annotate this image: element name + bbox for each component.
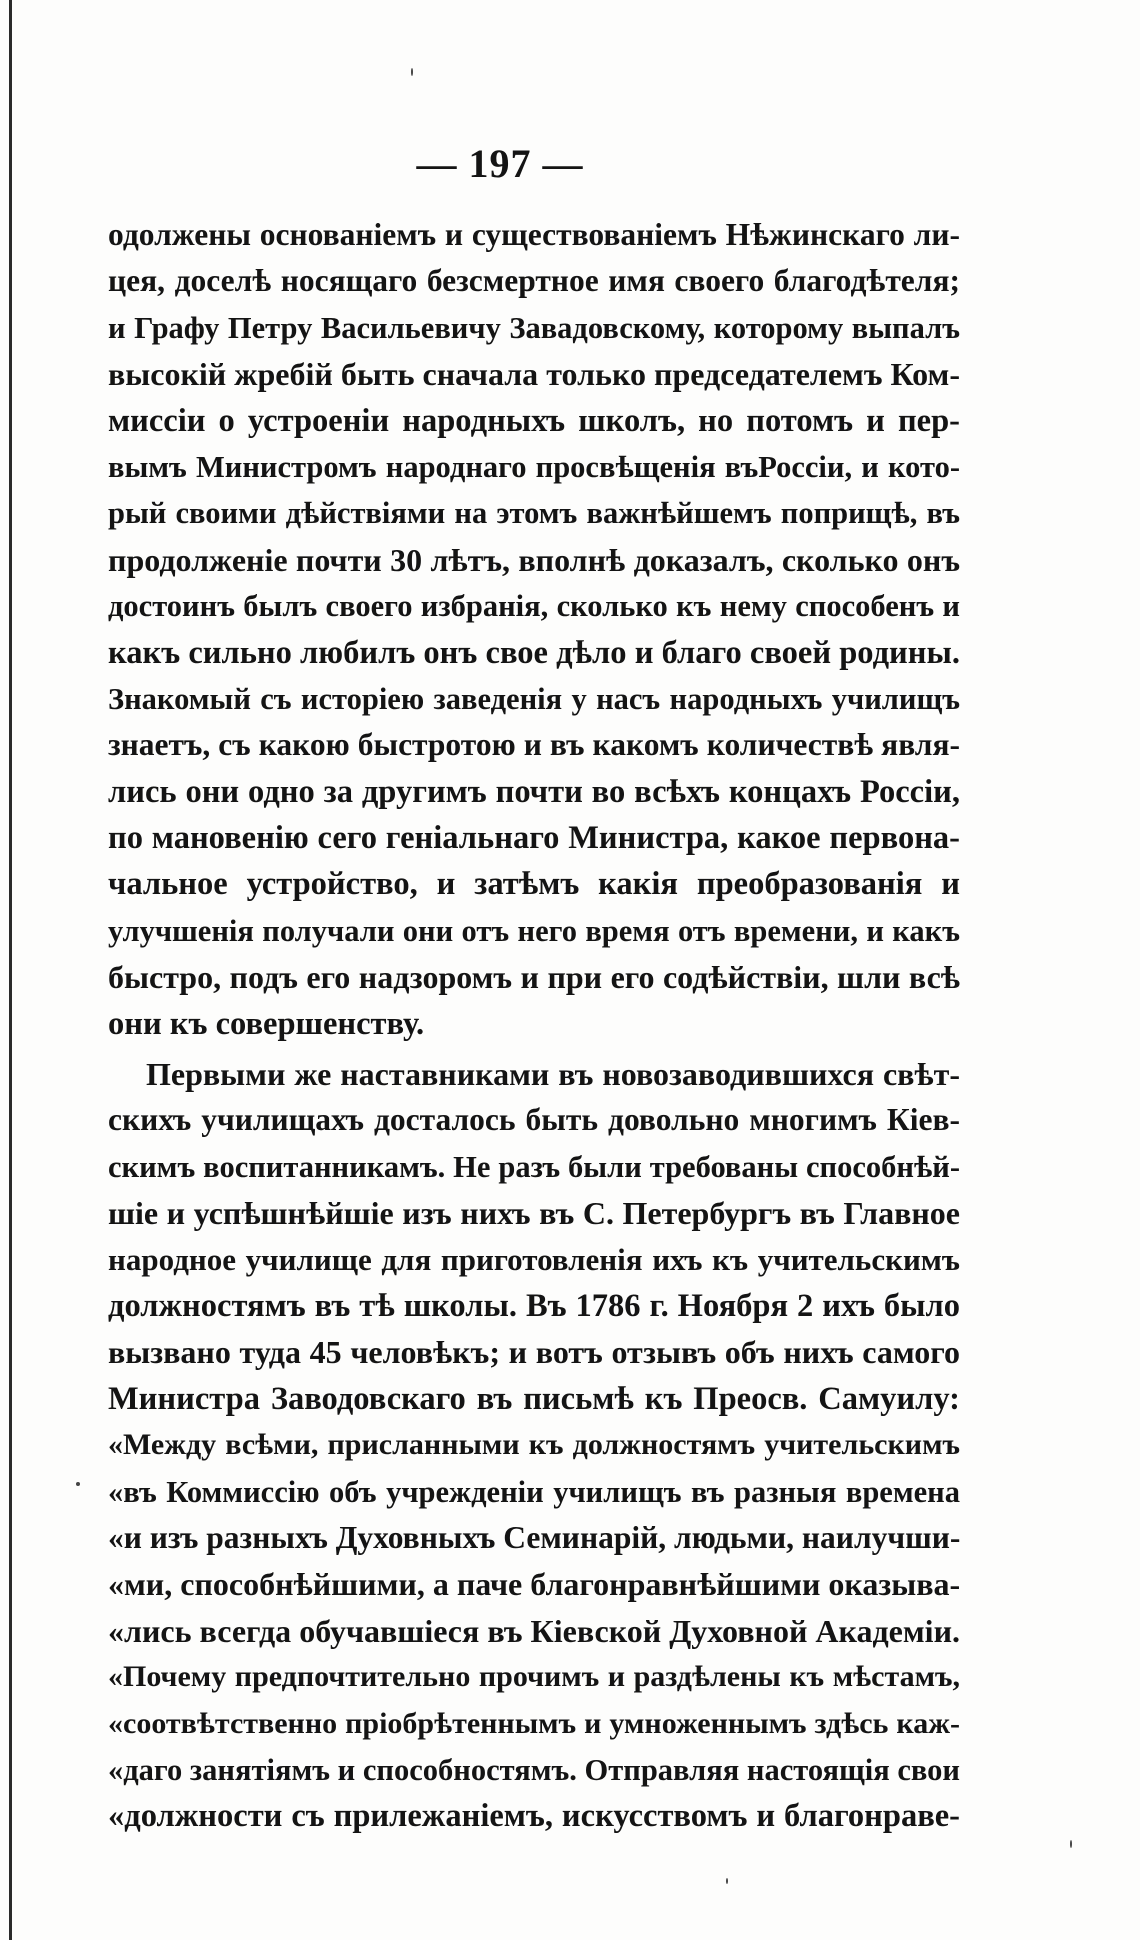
text-line: «лись всегда обучавшіеся въ Кіевской Духовной Академіи.: [108, 1612, 960, 1649]
text-line: они къ совершенству.: [108, 1005, 425, 1042]
text-line: улучшенія получали они отъ него время отъ времени, и какъ: [108, 913, 960, 948]
text-line: Знакомый съ исторіею заведенія у насъ народныхъ училищъ: [108, 681, 960, 716]
text-line: вызвано туда 45 человѣкъ; и вотъ отзывъ объ нихъ самого: [108, 1334, 960, 1371]
text-line: «въ Коммиссію объ учрежденіи училищъ въ разныя времена: [108, 1474, 960, 1509]
text-line: знаетъ, съ какою быстротою и въ какомъ количествѣ явля-: [108, 727, 960, 763]
text-line: лись они одно за другимъ почти во всѣхъ концахъ Россіи,: [108, 773, 960, 810]
scan-speck: [76, 1482, 80, 1486]
text-line: скимъ воспитанникамъ. Не разъ были требованы способнѣй-: [108, 1149, 960, 1184]
page-edge-rule: [9, 0, 12, 1940]
text-line: «соотвѣтственно пріобрѣтеннымъ и умноженнымъ здѣсь каж-: [108, 1706, 960, 1740]
text-line: «Между всѣми, присланными къ должностямъ учительскимъ: [108, 1428, 960, 1462]
page-number: — 197 —: [416, 141, 584, 186]
text-line: рый своими дѣйствіями на этомъ важнѣйшемъ поприщѣ, въ: [108, 496, 960, 531]
text-line: какъ сильно любилъ онъ свое дѣло и благо своей родины.: [108, 634, 960, 671]
text-line: миссіи о устроеніи народныхъ школъ, но потомъ и пер-: [108, 402, 960, 439]
text-line: шіе и успѣшнѣйшіе изъ нихъ въ С. Петербургъ въ Главное: [108, 1195, 960, 1232]
text-line: чальное устройство, и затѣмъ какія преобразованія и: [108, 866, 960, 903]
text-line: вымъ Министромъ народнаго просвѣщенія въРоссіи, и кото-: [108, 449, 960, 484]
text-line: скихъ училищахъ досталось быть довольно многимъ Кіев-: [108, 1102, 960, 1138]
text-line: достоинъ былъ своего избранія, сколько къ нему способенъ и: [108, 589, 960, 624]
scan-speck: [1070, 1840, 1072, 1848]
text-line: Первыми же наставниками въ новозаводившихся свѣт-: [146, 1056, 960, 1093]
text-line: народное училище для приготовленія ихъ къ учительскимъ: [108, 1241, 960, 1277]
text-line: «должности съ прилежаніемъ, искусствомъ и благонраве-: [108, 1798, 960, 1835]
text-line: «и изъ разныхъ Духовныхъ Семинарій, людьми, наилучши-: [108, 1519, 960, 1555]
body-text: [108, 212, 960, 1840]
text-line: по мановенію сего геніальнаго Министра, какое первона-: [108, 820, 960, 857]
text-line: «ми, способнѣйшими, а паче благонравнѣйшими оказыва-: [108, 1566, 960, 1603]
text-line: продолженіе почти 30 лѣтъ, вполнѣ доказалъ, сколько онъ: [108, 541, 960, 578]
scan-speck: [411, 68, 413, 76]
text-line: «Почему предпочтительно прочимъ и раздѣлены къ мѣстамъ,: [108, 1660, 960, 1694]
text-line: «даго занятіямъ и способностямъ. Отправляя настоящія свои: [108, 1752, 960, 1787]
text-line: и Графу Петру Васильевичу Завадовскому, которому выпалъ: [108, 310, 960, 345]
text-line: должностямъ въ тѣ школы. Въ 1786 г. Ноября 2 ихъ было: [108, 1287, 960, 1324]
text-line: быстро, подъ его надзоромъ и при его содѣйствіи, шли всѣ: [108, 959, 960, 996]
text-line: цея, доселѣ носящаго безсмертное имя своего благодѣтеля;: [108, 263, 960, 299]
text-line: высокій жребій быть сначала только председателемъ Ком-: [108, 356, 960, 393]
scan-speck: [726, 1878, 728, 1884]
text-line: Министра Заводовскаго въ письмѣ къ Преосв. Самуилу:: [108, 1380, 960, 1417]
text-line: одолжены основаніемъ и существованіемъ Нѣжинскаго ли-: [108, 217, 960, 252]
